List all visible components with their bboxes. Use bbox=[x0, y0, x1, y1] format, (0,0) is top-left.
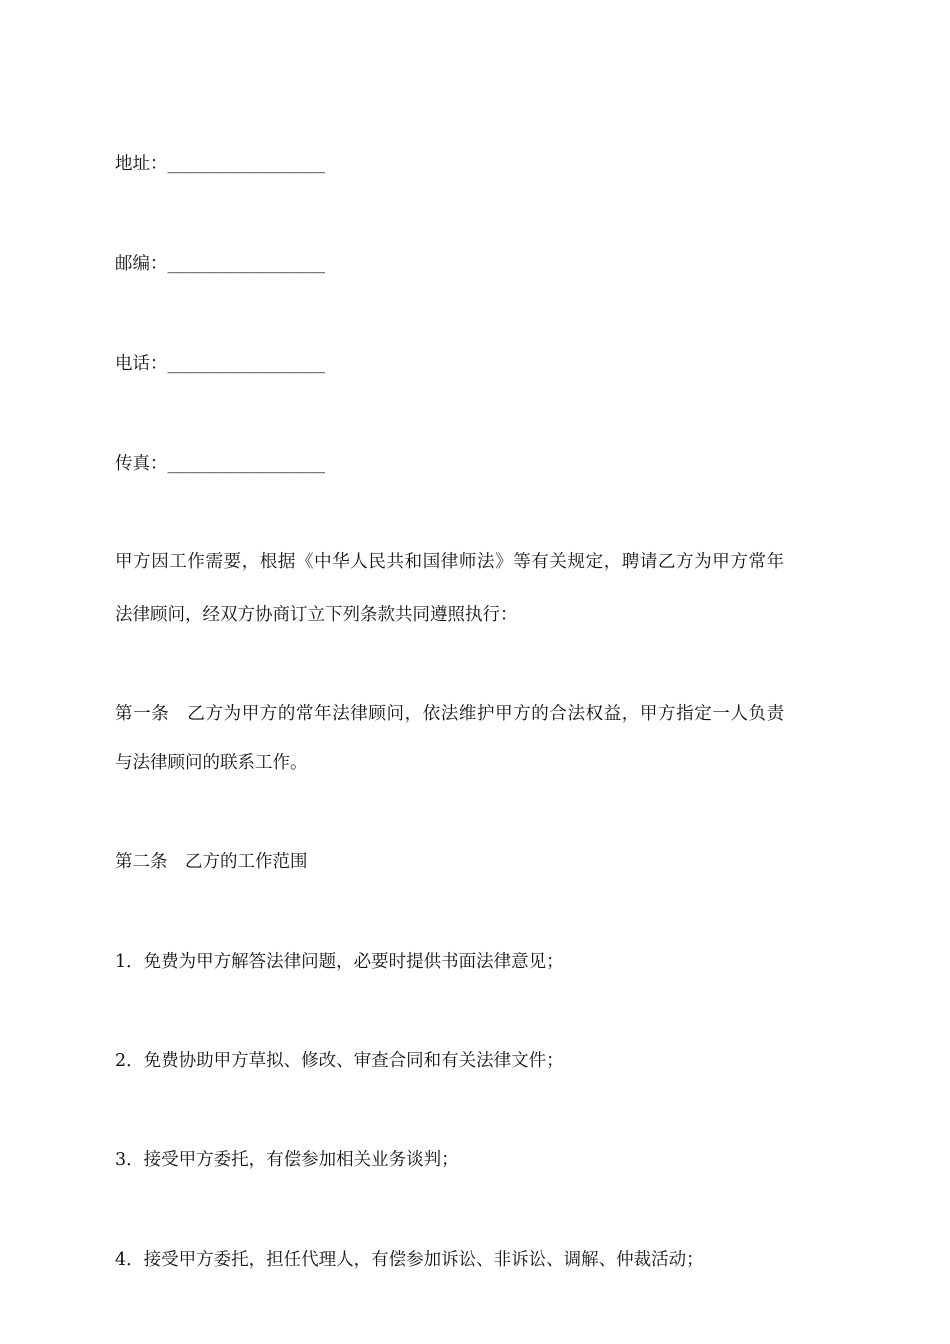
scope-item-2: 2．免费协助甲方草拟、修改、审查合同和有关法律文件； bbox=[115, 1051, 564, 1071]
article-1-line-2: 与法律顾问的联系工作。 bbox=[115, 753, 308, 773]
article-2-heading: 第二条 乙方的工作范围 bbox=[115, 852, 308, 872]
address-field: 地址：__________________ bbox=[115, 154, 325, 174]
postcode-field: 邮编：__________________ bbox=[115, 254, 325, 274]
scope-item-4: 4．接受甲方委托，担任代理人，有偿参加诉讼、非诉讼、调解、仲裁活动； bbox=[115, 1250, 704, 1270]
phone-field: 电话：__________________ bbox=[115, 354, 325, 374]
fax-field: 传真：__________________ bbox=[115, 454, 325, 474]
scope-item-1: 1．免费为甲方解答法律问题，必要时提供书面法律意见； bbox=[115, 952, 564, 972]
intro-paragraph-line-1: 甲方因工作需要，根据《中华人民共和国律师法》等有关规定，聘请乙方为甲方常年 bbox=[115, 552, 785, 572]
article-1-line-1: 第一条 乙方为甲方的常年法律顾问，依法维护甲方的合法权益，甲方指定一人负责 bbox=[115, 704, 785, 724]
scope-item-3: 3．接受甲方委托，有偿参加相关业务谈判； bbox=[115, 1150, 459, 1170]
intro-paragraph-line-2: 法律顾问，经双方协商订立下列条款共同遵照执行： bbox=[115, 605, 518, 625]
